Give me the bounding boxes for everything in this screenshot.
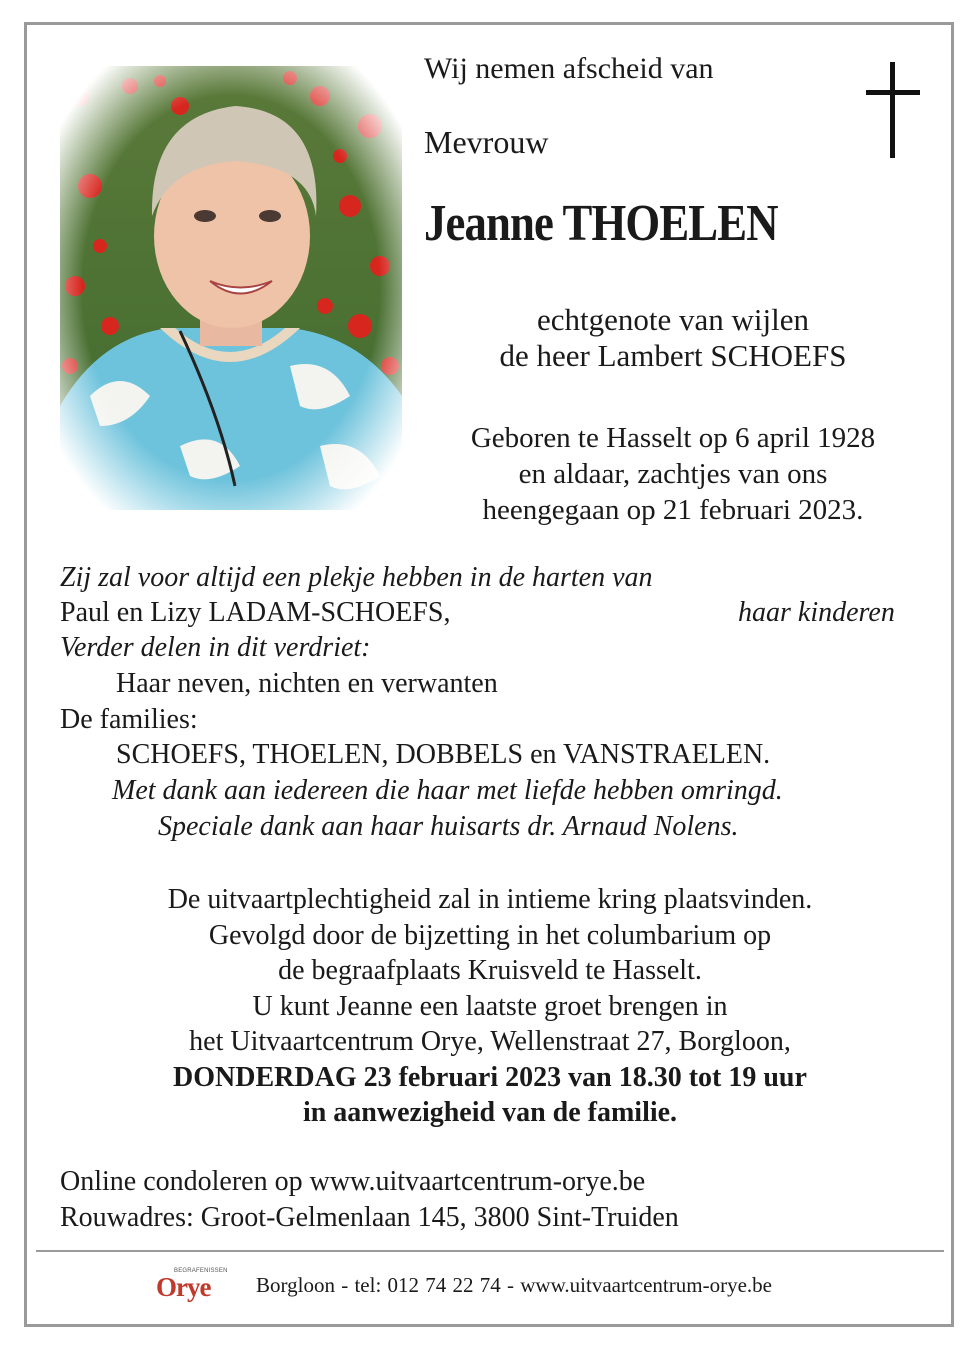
portrait-photo	[60, 66, 402, 510]
families-label: De families:	[60, 704, 198, 735]
children-names: Paul en Lizy LADAM-SCHOEFS,	[60, 597, 451, 628]
born-line-2: en aldaar, zachtjes van ons	[518, 458, 828, 490]
ceremony-info	[40, 882, 940, 1131]
doctor-thanks: Speciale dank aan haar huisarts dr. Arnaud Nolens.	[158, 811, 739, 842]
footer-contact: Borgloon - tel: 012 74 22 74 - www.uitvaartcentrum-orye.be	[256, 1273, 772, 1297]
ceremony-line-2: Gevolgd door de bijzetting in het columbarium op	[208, 919, 772, 951]
online-condolence: Online condoleren op www.uitvaartcentrum-orye.be	[60, 1166, 646, 1197]
ceremony-line-4: U kunt Jeanne een laatste groet brengen in	[252, 990, 728, 1022]
footer-divider	[36, 1250, 944, 1252]
family-intro: Zij zal voor altijd een plekje hebben in de harten van	[60, 562, 653, 593]
portrait-illustration	[60, 66, 402, 510]
contact-info	[60, 1164, 679, 1236]
cross-icon	[864, 60, 924, 160]
spouse-line-2: de heer Lambert SCHOEFS	[499, 338, 847, 373]
ceremony-line-5: het Uitvaartcentrum Orye, Wellenstraat 27, Borgloon,	[189, 1026, 791, 1057]
spouse-info	[418, 302, 928, 374]
thanks-line: Met dank aan iedereen die haar met liefde hebben omringd.	[112, 775, 783, 806]
visitation-note: in aanwezigheid van de familie.	[302, 1097, 678, 1128]
logo-wordmark: Orye	[156, 1272, 211, 1302]
visitation-date: DONDERDAG 23 februari 2023 van 18.30 tot 19 uur	[173, 1061, 807, 1093]
deceased-name: Jeanne THOELEN	[424, 195, 778, 252]
children-role: haar kinderen	[738, 597, 895, 628]
born-line-3: heengegaan op 21 februari 2023.	[482, 494, 864, 526]
honorific: Mevrouw	[424, 124, 549, 160]
mourning-address: Rouwadres: Groot-Gelmenlaan 145, 3800 Sint-Truiden	[60, 1202, 679, 1233]
logo-subtitle: BEGRAFENISSEN	[174, 1268, 228, 1274]
also-grieving: Verder delen in dit verdriet:	[60, 632, 371, 663]
relatives: Haar neven, nichten en verwanten	[116, 668, 498, 699]
born-line-1: Geboren te Hasselt op 6 april 1928	[470, 422, 876, 454]
ceremony-line-1: De uitvaartplechtigheid zal in intieme kring plaatsvinden.	[167, 884, 813, 915]
intro-text: Wij nemen afscheid van	[424, 52, 714, 85]
ceremony-line-3: de begraafplaats Kruisveld te Hasselt.	[278, 955, 702, 986]
family-names: SCHOEFS, THOELEN, DOBBELS en VANSTRAELEN.	[116, 739, 771, 770]
birth-death-info	[418, 420, 928, 528]
spouse-line-1: echtgenote van wijlen	[536, 302, 809, 337]
